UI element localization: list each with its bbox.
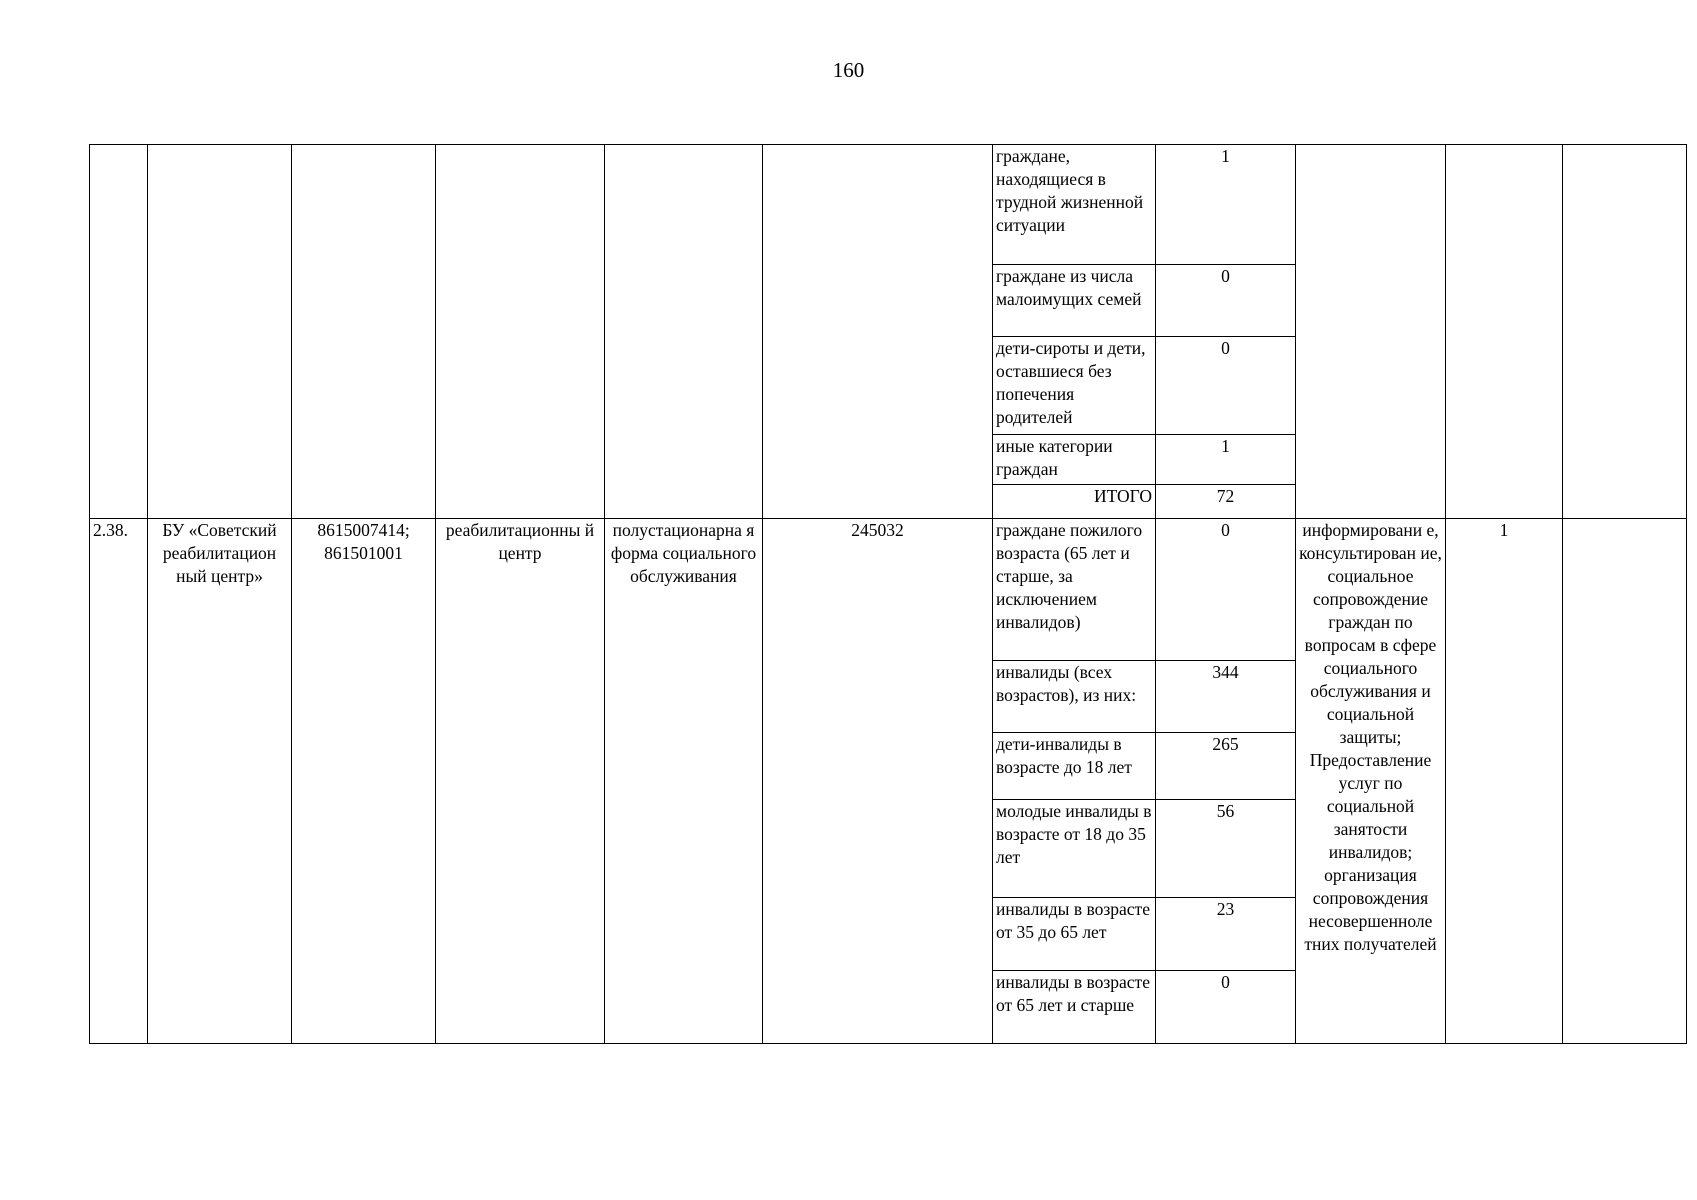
category-cell: граждане, находящиеся в трудной жизненной ситуации <box>993 145 1156 265</box>
entry-last <box>1563 519 1687 1044</box>
institutions-table <box>89 144 1687 1044</box>
cont-code-cell <box>763 145 993 519</box>
entry-count: 1 <box>1446 519 1563 1044</box>
entry-number: 2.38. <box>90 519 148 1044</box>
category-cell: граждане пожилого возраста (65 лет и старше, за исключением инвалидов) <box>993 519 1156 661</box>
category-cell: граждане из числа малоимущих семей <box>993 265 1156 337</box>
table-row <box>90 519 1687 661</box>
category-cell: молодые инвалиды в возрасте от 18 до 35 лет <box>993 800 1156 898</box>
entry-form: полустационарна я форма социального обслуживания <box>605 519 763 1044</box>
total-value: 72 <box>1156 485 1296 519</box>
entry-services: информировани е, консультирован ие, социальное сопровождение граждан по вопросам в сфере социального обслуживания и социальной защиты; Предоставление услуг по социальной занятости инвалидов; организация сопровождения несовершенноле тних получателей <box>1296 519 1446 1044</box>
value-cell: 0 <box>1156 265 1296 337</box>
cont-inn-cell <box>292 145 436 519</box>
cont-count-cell <box>1446 145 1563 519</box>
value-cell: 56 <box>1156 800 1296 898</box>
total-label: ИТОГО <box>993 485 1156 519</box>
cont-last-cell <box>1563 145 1687 519</box>
value-cell: 265 <box>1156 733 1296 800</box>
entry-inn-kpp: 8615007414; 861501001 <box>292 519 436 1044</box>
value-cell: 1 <box>1156 145 1296 265</box>
page-number: 160 <box>832 58 865 82</box>
value-cell: 0 <box>1156 519 1296 661</box>
category-cell: дети-инвалиды в возрасте до 18 лет <box>993 733 1156 800</box>
entry-name: БУ «Советский реабилитацион ный центр» <box>148 519 292 1044</box>
value-cell: 344 <box>1156 661 1296 733</box>
value-cell: 0 <box>1156 971 1296 1044</box>
cont-type-cell <box>436 145 605 519</box>
category-cell: иные категории граждан <box>993 435 1156 485</box>
entry-type: реабилитационны й центр <box>436 519 605 1044</box>
table-row <box>90 145 1687 265</box>
value-cell: 0 <box>1156 337 1296 435</box>
category-cell: инвалиды (всех возрастов), из них: <box>993 661 1156 733</box>
category-cell: инвалиды в возрасте от 65 лет и старше <box>993 971 1156 1044</box>
category-cell: дети-сироты и дети, оставшиеся без попечения родителей <box>993 337 1156 435</box>
cont-form-cell <box>605 145 763 519</box>
entry-code: 245032 <box>763 519 993 1044</box>
cont-name-cell <box>148 145 292 519</box>
value-cell: 23 <box>1156 898 1296 971</box>
cont-services-cell <box>1296 145 1446 519</box>
value-cell: 1 <box>1156 435 1296 485</box>
category-cell: инвалиды в возрасте от 35 до 65 лет <box>993 898 1156 971</box>
cont-number-cell <box>90 145 148 519</box>
